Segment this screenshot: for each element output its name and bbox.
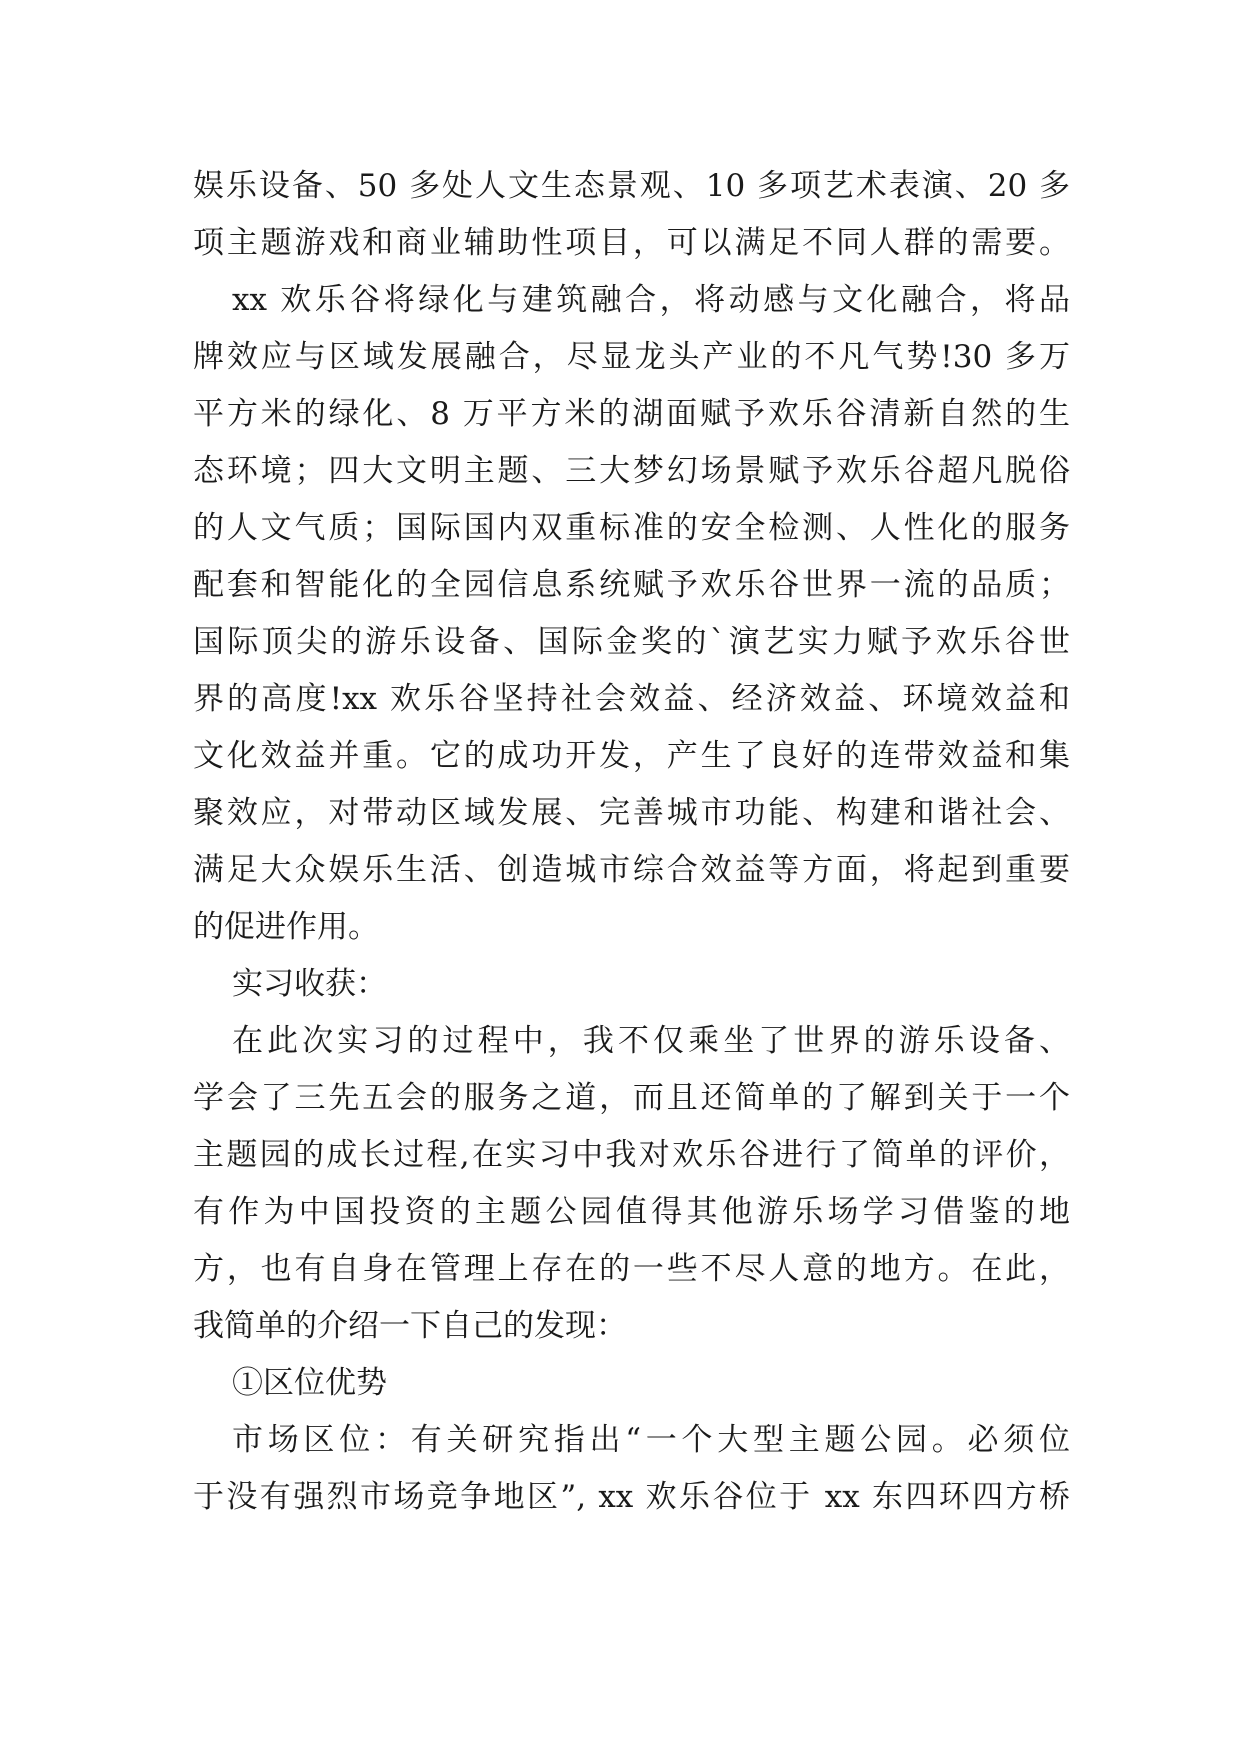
text-line: 学会了三先五会的服务之道，而且还简单的了解到关于一个 <box>193 1080 1070 1116</box>
text-line: 娱乐设备、50 多处人文生态景观、10 多项艺术表演、20 多 <box>193 168 1070 204</box>
paragraph-continued <box>193 158 1070 272</box>
text-line: 实习收获： <box>232 966 387 1002</box>
text-line: 市场区位：有关研究指出“一个大型主题公园。必须位 <box>232 1422 1070 1458</box>
text-line: 文化效益并重。它的成功开发，产生了良好的连带效益和集 <box>193 738 1070 774</box>
text-line: 满足大众娱乐生活、创造城市综合效益等方面，将起到重要 <box>193 852 1070 888</box>
text-line: 平方米的绿化、8 万平方米的湖面赋予欢乐谷清新自然的生 <box>193 396 1070 432</box>
text-line: 有作为中国投资的主题公园值得其他游乐场学习借鉴的地 <box>193 1194 1070 1230</box>
text-line: 主题园的成长过程,在实习中我对欢乐谷进行了简单的评价， <box>193 1137 1070 1173</box>
text-line: 配套和智能化的全园信息系统赋予欢乐谷世界一流的品质； <box>193 567 1070 603</box>
section-heading <box>193 956 1070 1013</box>
subsection-heading <box>193 1355 1070 1412</box>
document-page <box>193 158 1070 1526</box>
text-line: 态环境；四大文明主题、三大梦幻场景赋予欢乐谷超凡脱俗 <box>193 453 1070 489</box>
text-line: ①区位优势 <box>232 1365 387 1401</box>
text-line: xx 欢乐谷将绿化与建筑融合，将动感与文化融合，将品 <box>232 282 1070 318</box>
paragraph-market-location <box>193 1412 1070 1526</box>
text-line: 于没有强烈市场竞争地区”, xx 欢乐谷位于 xx 东四环四方桥 <box>193 1479 1070 1515</box>
paragraph-park-overview <box>193 272 1070 956</box>
text-line: 界的高度!xx 欢乐谷坚持社会效益、经济效益、环境效益和 <box>193 681 1070 717</box>
text-line: 方，也有自身在管理上存在的一些不尽人意的地方。在此， <box>193 1251 1070 1287</box>
text-line: 的人文气质；国际国内双重标准的安全检测、人性化的服务 <box>193 510 1070 546</box>
text-line: 国际顶尖的游乐设备、国际金奖的`演艺实力赋予欢乐谷世 <box>193 624 1070 660</box>
text-line: 牌效应与区域发展融合，尽显龙头产业的不凡气势!30 多万 <box>193 339 1070 375</box>
text-line: 项主题游戏和商业辅助性项目，可以满足不同人群的需要。 <box>193 225 1070 261</box>
paragraph-internship-gains <box>193 1013 1070 1355</box>
text-line: 我简单的介绍一下自己的发现： <box>193 1308 627 1344</box>
text-line: 聚效应，对带动区域发展、完善城市功能、构建和谐社会、 <box>193 795 1070 831</box>
text-line: 的促进作用。 <box>193 909 379 945</box>
text-line: 在此次实习的过程中，我不仅乘坐了世界的游乐设备、 <box>232 1023 1070 1059</box>
